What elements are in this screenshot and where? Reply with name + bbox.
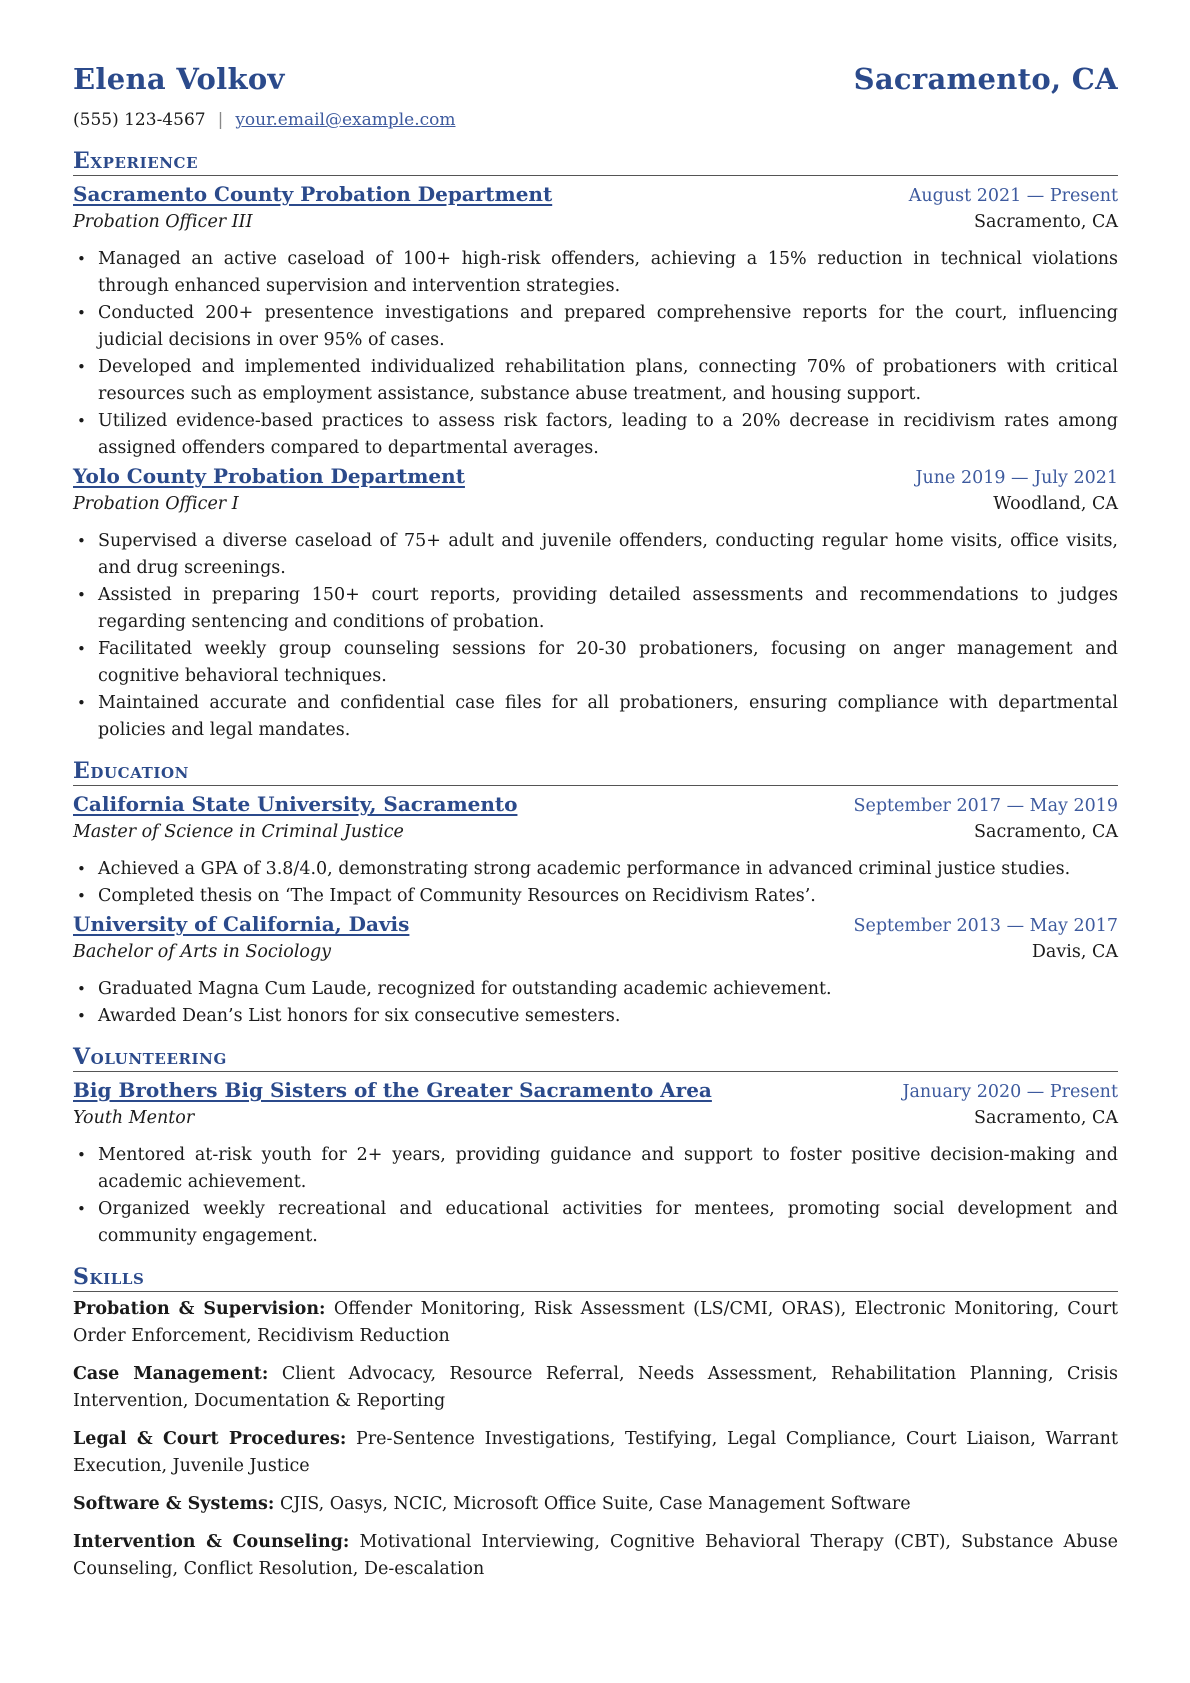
bullet-item: • Graduated Magna Cum Laude, recognized for outstanding academic achievement. <box>73 976 1118 1003</box>
bullet-item: • Managed an active caseload of 100+ high-risk offenders, achieving a 15% reduction in technical violations through enhanced supervision and intervention strategies. <box>73 246 1118 300</box>
bullet-list <box>73 246 1118 462</box>
volunteering-entry <box>73 1076 1118 1250</box>
bullet-item: • Assisted in preparing 150+ court reports, providing detailed assessments and recommendations to judges regarding sentencing and conditions of probation. <box>73 582 1118 636</box>
bullet-item: • Facilitated weekly group counseling sessions for 20-30 probationers, focusing on anger management and cognitive behavioral techniques. <box>73 636 1118 690</box>
institution-link[interactable]: University of California, Davis <box>73 912 410 936</box>
bullet-item: • Supervised a diverse caseload of 75+ adult and juvenile offenders, conducting regular home visits, office visits, and drug screenings. <box>73 528 1118 582</box>
date-range: September 2017 — May 2019 <box>853 796 1118 816</box>
bullet-item: • Organized weekly recreational and educational activities for mentees, promoting social development and community engagement. <box>73 1196 1118 1250</box>
contact-line <box>73 106 1118 134</box>
skill-row <box>73 1426 1118 1480</box>
bullet-list <box>73 856 1118 910</box>
organization-link[interactable]: Big Brothers Big Sisters of the Greater Sacramento Area <box>73 1078 712 1102</box>
candidate-name: Elena Volkov <box>73 62 285 96</box>
skills-section <box>73 1264 1118 1583</box>
job-title: Probation Officer III <box>73 212 253 232</box>
skill-category: Probation & Supervision: <box>73 1299 326 1319</box>
date-range: August 2021 — Present <box>908 186 1118 206</box>
date-range: September 2013 — May 2017 <box>853 916 1118 936</box>
section-divider <box>73 1071 1118 1072</box>
bullet-list <box>73 976 1118 1030</box>
education-entry <box>73 910 1118 1030</box>
skill-category: Legal & Court Procedures: <box>73 1429 347 1449</box>
skill-category: Intervention & Counseling: <box>73 1532 350 1552</box>
experience-entry <box>73 462 1118 744</box>
skill-row <box>73 1296 1118 1350</box>
date-range: January 2020 — Present <box>902 1082 1118 1102</box>
section-title-skills: Skills <box>73 1264 145 1290</box>
bullet-list <box>73 528 1118 744</box>
organization-link[interactable]: Sacramento County Probation Department <box>73 182 553 206</box>
skill-category: Case Management: <box>73 1364 269 1384</box>
resume-header <box>73 62 1118 104</box>
volunteering-section <box>73 1044 1118 1250</box>
bullet-item: • Completed thesis on ‘The Impact of Community Resources on Recidivism Rates’. <box>73 883 1118 910</box>
skill-values: CJIS, Oasys, NCIC, Microsoft Office Suite, Case Management Software <box>279 1494 911 1514</box>
section-divider <box>73 1291 1118 1292</box>
entry-location: Davis, CA <box>1031 942 1118 962</box>
section-divider <box>73 785 1118 786</box>
skill-row <box>73 1529 1118 1583</box>
education-section <box>73 758 1118 1030</box>
experience-section <box>73 148 1118 744</box>
phone-number: (555) 123-4567 <box>73 110 206 130</box>
section-title-experience: Experience <box>73 148 199 174</box>
entry-location: Sacramento, CA <box>974 822 1118 842</box>
volunteer-role: Youth Mentor <box>73 1108 195 1128</box>
skill-values: Client Advocacy, Resource Referral, Needs Assessment, Rehabilitation Planning, Crisis Intervention, Documentation & Reporting <box>73 1364 1118 1411</box>
organization-link[interactable]: Yolo County Probation Department <box>73 464 465 488</box>
entry-location: Sacramento, CA <box>974 1108 1118 1128</box>
candidate-location: Sacramento, CA <box>853 62 1118 96</box>
bullet-item: • Awarded Dean’s List honors for six consecutive semesters. <box>73 1003 1118 1030</box>
section-title-volunteering: Volunteering <box>73 1044 227 1070</box>
skill-values: Offender Monitoring, Risk Assessment (LS/CMI, ORAS), Electronic Monitoring, Court Order Enforcement, Recidivism Reduction <box>73 1299 1118 1346</box>
section-title-education: Education <box>73 758 189 784</box>
bullet-item: • Utilized evidence-based practices to assess risk factors, leading to a 20% decrease in recidivism rates among assigned offenders compared to departmental averages. <box>73 408 1118 462</box>
entry-location: Woodland, CA <box>993 494 1118 514</box>
bullet-item: • Achieved a GPA of 3.8/4.0, demonstrating strong academic performance in advanced criminal justice studies. <box>73 856 1118 883</box>
resume-page <box>73 62 1118 1594</box>
institution-link[interactable]: California State University, Sacramento <box>73 792 518 816</box>
bullet-item: • Developed and implemented individualized rehabilitation plans, connecting 70% of probationers with critical resources such as employment assistance, substance abuse treatment, and housing support. <box>73 354 1118 408</box>
bullet-item: • Mentored at-risk youth for 2+ years, providing guidance and support to foster positive decision-making and academic achievement. <box>73 1142 1118 1196</box>
job-title: Probation Officer I <box>73 494 239 514</box>
skill-category: Software & Systems: <box>73 1494 275 1514</box>
email-link[interactable]: your.email@example.com <box>235 110 456 130</box>
bullet-item: • Conducted 200+ presentence investigations and prepared comprehensive reports for the court, influencing judicial decisions in over 95% of cases. <box>73 300 1118 354</box>
skill-values: Pre-Sentence Investigations, Testifying, Legal Compliance, Court Liaison, Warrant Execution, Juvenile Justice <box>73 1429 1118 1476</box>
degree: Master of Science in Criminal Justice <box>73 822 404 842</box>
entry-location: Sacramento, CA <box>974 212 1118 232</box>
contact-separator: | <box>217 110 224 130</box>
education-entry <box>73 790 1118 910</box>
skill-row <box>73 1491 1118 1518</box>
bullet-list <box>73 1142 1118 1250</box>
skill-row <box>73 1361 1118 1415</box>
experience-entry <box>73 180 1118 462</box>
date-range: June 2019 — July 2021 <box>915 468 1118 488</box>
bullet-item: • Maintained accurate and confidential case files for all probationers, ensuring compliance with departmental policies and legal mandates. <box>73 690 1118 744</box>
degree: Bachelor of Arts in Sociology <box>73 942 332 962</box>
section-divider <box>73 175 1118 176</box>
skill-values: Motivational Interviewing, Cognitive Behavioral Therapy (CBT), Substance Abuse Counseling, Conflict Resolution, De-escalation <box>73 1532 1119 1579</box>
